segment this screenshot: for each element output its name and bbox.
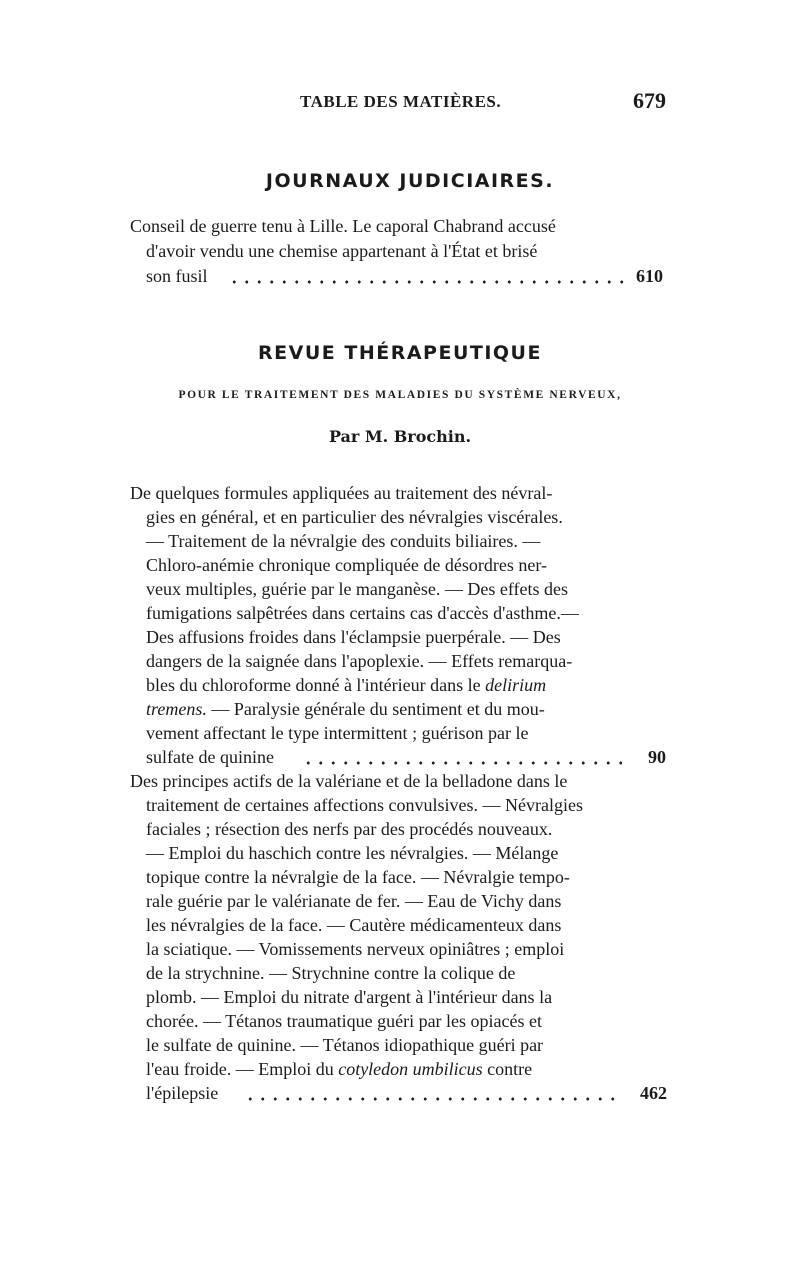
entry-line: De quelques formules appliquées au traitement des névral-	[130, 483, 553, 503]
entry-line: topique contre la névralgie de la face. — Névralgie tempo-	[146, 867, 570, 887]
entry-line: Chloro-anémie chronique compliquée de désordres ner-	[146, 555, 547, 575]
section-subtitle: POUR LE TRAITEMENT DES MALADIES DU SYSTÈME NERVEUX,	[178, 389, 622, 401]
entry-page-number: 610	[636, 266, 663, 286]
entry-line: gies en général, et en particulier des névralgies viscérales.	[146, 507, 563, 527]
entry-line	[146, 698, 545, 720]
entry-line: veux multiples, guérie par le manganèse. — Des effets des	[146, 579, 569, 599]
entry-line: l'épilepsie	[146, 1083, 219, 1103]
entry-line: Conseil de guerre tenu à Lille. Le caporal Chabrand accusé	[130, 216, 556, 236]
section-title-revue: REVUE THÉRAPEUTIQUE	[258, 342, 542, 364]
dot-leader	[244, 1097, 622, 1101]
entry-line: fumigations salpêtrées dans certains cas d'accès d'asthme.—	[146, 603, 579, 623]
entry-line	[146, 674, 546, 696]
entry-line: sulfate de quinine	[146, 747, 274, 767]
entry-line: le sulfate de quinine. — Tétanos idiopathique guéri par	[146, 1035, 544, 1055]
section-title-journaux: JOURNAUX JUDICIAIRES.	[265, 170, 555, 192]
entry-line: Des affusions froides dans l'éclampsie puerpérale. — Des	[146, 627, 561, 647]
italic-term: delirium	[485, 675, 547, 695]
entry-line: d'avoir vendu une chemise appartenant à l'État et brisé	[146, 241, 538, 261]
entry-line: les névralgies de la face. — Cautère médicamenteux dans	[146, 915, 562, 935]
dot-leader	[228, 280, 624, 284]
entry-line: traitement de certaines affections convulsives. — Névralgies	[146, 795, 584, 815]
entry-text: contre	[487, 1059, 533, 1079]
entry-line: rale guérie par le valérianate de fer. — Eau de Vichy dans	[146, 891, 562, 911]
entry-text: — Paralysie générale du sentiment et du mou-	[211, 699, 545, 719]
page-number: 679	[633, 88, 666, 113]
entry-line: la sciatique. — Vomissements nerveux opiniâtres ; emploi	[146, 939, 565, 959]
italic-term: tremens.	[146, 699, 207, 719]
entry-line: — Traitement de la névralgie des conduits biliaires. —	[146, 531, 541, 551]
running-title: TABLE DES MATIÈRES.	[300, 92, 502, 111]
entry-line: son fusil	[146, 266, 208, 286]
section-author: Par M. Brochin.	[328, 427, 472, 446]
entry-text: bles du chloroforme donné à l'intérieur dans le	[146, 675, 481, 695]
italic-term: cotyledon umbilicus	[338, 1059, 483, 1079]
entry-line: — Emploi du haschich contre les névralgies. — Mélange	[146, 843, 559, 863]
entry-line: vement affectant le type intermittent ; guérison par le	[146, 723, 529, 743]
entry-line: chorée. — Tétanos traumatique guéri par les opiacés et	[146, 1011, 543, 1031]
dot-leader	[302, 761, 622, 765]
entry-line: de la strychnine. — Strychnine contre la colique de	[146, 963, 516, 983]
entry-line	[146, 1058, 532, 1080]
entry-page-number: 462	[640, 1083, 667, 1103]
running-header	[0, 88, 800, 122]
entry-line: faciales ; résection des nerfs par des procédés nouveaux.	[146, 819, 553, 839]
entry-text: l'eau froide. — Emploi du	[146, 1059, 334, 1079]
entry-line: dangers de la saignée dans l'apoplexie. — Effets remarqua-	[146, 651, 573, 671]
entry-line: Des principes actifs de la valériane et de la belladone dans le	[130, 771, 568, 791]
entry-line: plomb. — Emploi du nitrate d'argent à l'intérieur dans la	[146, 987, 553, 1007]
entry-page-number: 90	[648, 747, 666, 767]
